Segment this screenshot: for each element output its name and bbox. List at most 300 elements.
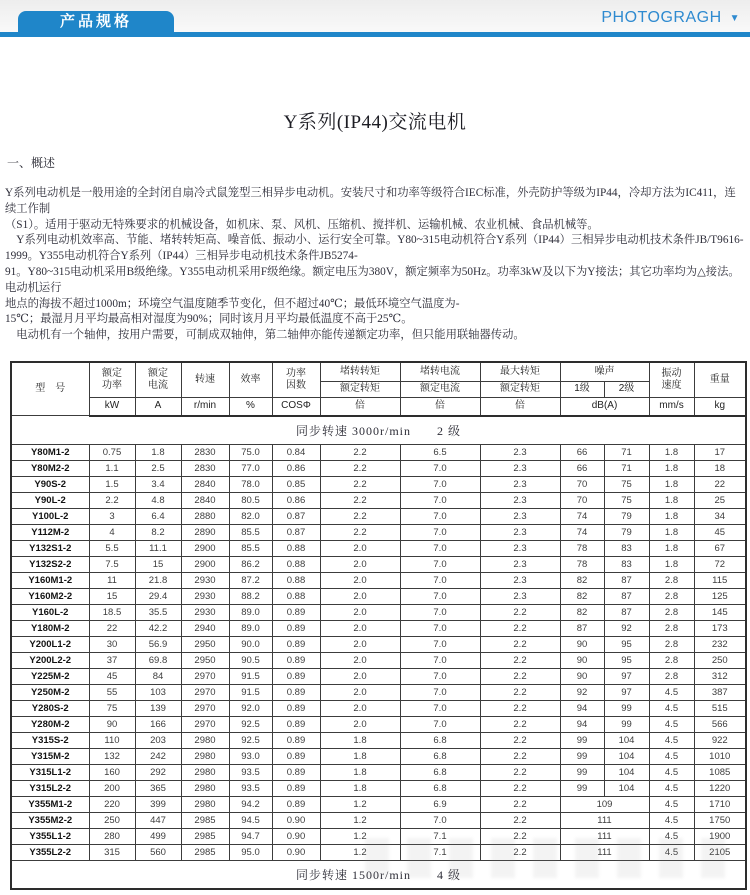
value-cell: 2.2	[480, 844, 560, 860]
unit-weight: kg	[694, 397, 746, 416]
value-cell: 7.0	[400, 572, 480, 588]
model-cell: Y160M2-2	[11, 588, 89, 604]
value-cell: 90	[89, 716, 135, 732]
value-cell: 2.3	[480, 492, 560, 508]
value-cell: 1.8	[649, 492, 694, 508]
value-cell: 91.5	[229, 684, 272, 700]
value-cell: 0.89	[272, 700, 320, 716]
value-cell: 89.0	[229, 620, 272, 636]
value-cell: 2.2	[320, 524, 400, 540]
model-cell: Y80M1-2	[11, 444, 89, 460]
col-header-noise-grade2: 2级	[604, 381, 649, 397]
value-cell: 2890	[181, 524, 229, 540]
col-header-rated-current: 额定 电流	[135, 362, 181, 397]
unit-vibration: mm/s	[649, 397, 694, 416]
value-cell: 2950	[181, 636, 229, 652]
col-header-rated-current-denom: 额定电流	[400, 381, 480, 397]
value-cell: 7.0	[400, 508, 480, 524]
table-row	[11, 732, 746, 748]
photograph-dropdown-label: PHOTOGRAGH	[601, 9, 722, 26]
col-header-rated-power: 额定 功率	[89, 362, 135, 397]
value-cell: 97	[604, 684, 649, 700]
value-cell: 6.9	[400, 796, 480, 812]
value-cell: 2.3	[480, 556, 560, 572]
value-cell: 66	[560, 460, 604, 476]
table-row	[11, 556, 746, 572]
table-row	[11, 780, 746, 796]
value-cell: 1.5	[89, 476, 135, 492]
value-cell: 1.8	[649, 524, 694, 540]
value-cell: 2.2	[89, 492, 135, 508]
value-cell: 2.8	[649, 620, 694, 636]
table-row	[11, 700, 746, 716]
unit-noise: dB(A)	[560, 397, 649, 416]
value-cell: 4	[89, 524, 135, 540]
value-cell: 0.86	[272, 460, 320, 476]
value-cell: 94.5	[229, 812, 272, 828]
value-cell: 2.2	[480, 732, 560, 748]
value-cell: 2.8	[649, 572, 694, 588]
value-cell: 2.2	[480, 716, 560, 732]
paragraph-line: 地点的海拔不超过1000m；环境空气温度随季节变化，但不超过40℃；最低环境空气温度为-	[5, 297, 460, 310]
value-cell: 6.5	[400, 444, 480, 460]
col-header-weight: 重量	[694, 362, 746, 397]
value-cell: 2.2	[480, 780, 560, 796]
value-cell: 2.3	[480, 476, 560, 492]
value-cell: 0.90	[272, 828, 320, 844]
value-cell: 87	[560, 620, 604, 636]
value-cell: 93.5	[229, 764, 272, 780]
value-cell: 77.0	[229, 460, 272, 476]
table-row	[11, 588, 746, 604]
value-cell: 91.5	[229, 668, 272, 684]
unit-power-factor: COSΦ	[272, 397, 320, 416]
value-cell: 8.2	[135, 524, 181, 540]
value-cell: 25	[694, 492, 746, 508]
model-cell: Y160M1-2	[11, 572, 89, 588]
photograph-dropdown[interactable]	[601, 9, 740, 27]
header-divider	[0, 32, 750, 37]
value-cell: 2.2	[320, 444, 400, 460]
col-header-locked-rotor-current: 堵转电流	[400, 362, 480, 381]
model-cell: Y180M-2	[11, 620, 89, 636]
value-cell: 93.5	[229, 780, 272, 796]
model-cell: Y132S2-2	[11, 556, 89, 572]
value-cell: 90.0	[229, 636, 272, 652]
value-cell: 1085	[694, 764, 746, 780]
value-cell: 2970	[181, 668, 229, 684]
value-cell: 104	[604, 748, 649, 764]
value-cell: 90.5	[229, 652, 272, 668]
model-cell: Y315M-2	[11, 748, 89, 764]
value-cell: 82	[560, 572, 604, 588]
value-cell: 2.8	[649, 604, 694, 620]
value-cell: 4.5	[649, 764, 694, 780]
spec-table-body	[11, 416, 746, 889]
value-cell: 2985	[181, 844, 229, 860]
value-cell: 2985	[181, 812, 229, 828]
value-cell: 2.0	[320, 652, 400, 668]
paragraph-line: 91。Y80~315电动机采用B级绝缘。Y355电动机采用F级绝缘。额定电压为380V，额定频率为50Hz。功率3kW及以下为Y接法；其它功率均为△接法。电动机运行	[5, 265, 740, 294]
value-cell: 2.3	[480, 572, 560, 588]
table-row	[11, 684, 746, 700]
table-row	[11, 636, 746, 652]
value-cell: 99	[560, 748, 604, 764]
value-cell: 7.5	[89, 556, 135, 572]
model-cell: Y280M-2	[11, 716, 89, 732]
model-cell: Y90L-2	[11, 492, 89, 508]
value-cell: 280	[89, 828, 135, 844]
value-cell: 922	[694, 732, 746, 748]
value-cell: 1.8	[320, 732, 400, 748]
value-cell: 0.89	[272, 732, 320, 748]
value-cell: 3	[89, 508, 135, 524]
value-cell: 45	[89, 668, 135, 684]
value-cell: 2.3	[480, 460, 560, 476]
value-cell: 1.1	[89, 460, 135, 476]
value-cell: 4.5	[649, 844, 694, 860]
value-cell: 92.0	[229, 700, 272, 716]
value-cell: 1710	[694, 796, 746, 812]
value-cell: 0.87	[272, 524, 320, 540]
value-cell: 4.5	[649, 796, 694, 812]
value-cell: 145	[694, 604, 746, 620]
value-cell: 85.5	[229, 540, 272, 556]
value-cell: 2.8	[649, 588, 694, 604]
value-cell: 2.3	[480, 588, 560, 604]
value-cell: 2.2	[320, 476, 400, 492]
value-cell: 203	[135, 732, 181, 748]
value-cell: 2930	[181, 604, 229, 620]
value-cell: 2830	[181, 444, 229, 460]
value-cell: 94.7	[229, 828, 272, 844]
value-cell: 34	[694, 508, 746, 524]
value-cell: 2.2	[480, 700, 560, 716]
model-cell: Y225M-2	[11, 668, 89, 684]
value-cell: 315	[89, 844, 135, 860]
value-cell: 3.4	[135, 476, 181, 492]
value-cell: 2840	[181, 492, 229, 508]
value-cell: 75.0	[229, 444, 272, 460]
paragraph-line: （S1）。适用于驱动无特殊要求的机械设备，如机床、泵、风机、压缩机、搅拌机、运输机械、农业机械、食品机械等。	[5, 218, 599, 231]
value-cell: 2980	[181, 764, 229, 780]
model-cell: Y315L2-2	[11, 780, 89, 796]
value-cell: 70	[560, 492, 604, 508]
value-cell: 111	[560, 828, 649, 844]
value-cell: 7.0	[400, 636, 480, 652]
value-cell: 7.0	[400, 460, 480, 476]
col-header-locked-rotor-torque: 堵转转矩	[320, 362, 400, 381]
value-cell: 2970	[181, 700, 229, 716]
value-cell: 86.2	[229, 556, 272, 572]
value-cell: 1.8	[135, 444, 181, 460]
value-cell: 104	[604, 732, 649, 748]
value-cell: 6.4	[135, 508, 181, 524]
value-cell: 0.89	[272, 620, 320, 636]
value-cell: 2985	[181, 828, 229, 844]
value-cell: 69.8	[135, 652, 181, 668]
value-cell: 2830	[181, 460, 229, 476]
value-cell: 94	[560, 700, 604, 716]
value-cell: 109	[560, 796, 649, 812]
value-cell: 2840	[181, 476, 229, 492]
value-cell: 173	[694, 620, 746, 636]
unit-current: A	[135, 397, 181, 416]
value-cell: 75	[604, 492, 649, 508]
value-cell: 2105	[694, 844, 746, 860]
value-cell: 92.5	[229, 732, 272, 748]
value-cell: 250	[694, 652, 746, 668]
value-cell: 4.5	[649, 716, 694, 732]
value-cell: 0.87	[272, 508, 320, 524]
value-cell: 5.5	[89, 540, 135, 556]
model-cell: Y355M2-2	[11, 812, 89, 828]
value-cell: 312	[694, 668, 746, 684]
value-cell: 1010	[694, 748, 746, 764]
value-cell: 74	[560, 508, 604, 524]
value-cell: 56.9	[135, 636, 181, 652]
value-cell: 90	[560, 636, 604, 652]
value-cell: 1.2	[320, 828, 400, 844]
value-cell: 2.3	[480, 444, 560, 460]
value-cell: 2.2	[480, 668, 560, 684]
value-cell: 79	[604, 524, 649, 540]
model-cell: Y100L-2	[11, 508, 89, 524]
value-cell: 2.2	[480, 684, 560, 700]
table-row	[11, 844, 746, 860]
paragraph-line: 电动机有一个轴伸，按用户需要，可制成双轴伸，第二轴伸亦能传递额定功率，但只能用联轴器传动。	[5, 329, 525, 342]
value-cell: 2.0	[320, 684, 400, 700]
value-cell: 45	[694, 524, 746, 540]
table-row	[11, 652, 746, 668]
value-cell: 4.5	[649, 748, 694, 764]
value-cell: 2.8	[649, 652, 694, 668]
value-cell: 99	[560, 764, 604, 780]
value-cell: 1.2	[320, 844, 400, 860]
table-row	[11, 828, 746, 844]
value-cell: 0.89	[272, 748, 320, 764]
value-cell: 1.2	[320, 812, 400, 828]
value-cell: 95.0	[229, 844, 272, 860]
value-cell: 82	[560, 588, 604, 604]
model-cell: Y90S-2	[11, 476, 89, 492]
value-cell: 166	[135, 716, 181, 732]
value-cell: 87	[604, 572, 649, 588]
value-cell: 83	[604, 556, 649, 572]
value-cell: 4.5	[649, 732, 694, 748]
value-cell: 220	[89, 796, 135, 812]
value-cell: 560	[135, 844, 181, 860]
value-cell: 1900	[694, 828, 746, 844]
paragraph-line: Y系列电动机是一般用途的全封闭自扇冷式鼠笼型三相异步电动机。安装尺寸和功率等级符合IEC标准，外壳防护等级为IP44，冷却方法为IC411，连续工作制	[5, 187, 736, 215]
overview-heading: 一、概述	[7, 156, 56, 170]
value-cell: 447	[135, 812, 181, 828]
unit-lrc-ratio: 倍	[400, 397, 480, 416]
value-cell: 2.8	[649, 636, 694, 652]
value-cell: 0.89	[272, 796, 320, 812]
tab-product-specs-label: 产品规格	[59, 13, 132, 30]
value-cell: 99	[604, 716, 649, 732]
value-cell: 2.0	[320, 604, 400, 620]
value-cell: 78	[560, 556, 604, 572]
col-header-model: 型 号	[11, 362, 89, 416]
value-cell: 2.8	[649, 668, 694, 684]
value-cell: 90	[560, 652, 604, 668]
value-cell: 93.0	[229, 748, 272, 764]
table-row	[11, 748, 746, 764]
col-header-noise-grade1: 1级	[560, 381, 604, 397]
model-cell: Y250M-2	[11, 684, 89, 700]
value-cell: 94	[560, 716, 604, 732]
value-cell: 1.8	[320, 764, 400, 780]
value-cell: 72	[694, 556, 746, 572]
value-cell: 2.2	[320, 460, 400, 476]
value-cell: 232	[694, 636, 746, 652]
table-row	[11, 460, 746, 476]
value-cell: 0.75	[89, 444, 135, 460]
value-cell: 399	[135, 796, 181, 812]
value-cell: 1.8	[649, 444, 694, 460]
value-cell: 7.0	[400, 620, 480, 636]
value-cell: 66	[560, 444, 604, 460]
value-cell: 11	[89, 572, 135, 588]
value-cell: 4.8	[135, 492, 181, 508]
value-cell: 6.8	[400, 732, 480, 748]
overview-paragraphs	[5, 186, 746, 344]
value-cell: 0.89	[272, 780, 320, 796]
value-cell: 21.8	[135, 572, 181, 588]
value-cell: 2.2	[480, 812, 560, 828]
model-cell: Y200L1-2	[11, 636, 89, 652]
value-cell: 22	[89, 620, 135, 636]
value-cell: 88.2	[229, 588, 272, 604]
model-cell: Y80M2-2	[11, 460, 89, 476]
value-cell: 2.2	[320, 508, 400, 524]
value-cell: 22	[694, 476, 746, 492]
value-cell: 82	[560, 604, 604, 620]
tab-product-specs[interactable]	[18, 11, 174, 32]
value-cell: 0.88	[272, 572, 320, 588]
value-cell: 15	[89, 588, 135, 604]
col-header-max-torque: 最大转矩	[480, 362, 560, 381]
value-cell: 0.90	[272, 844, 320, 860]
col-header-rated-torque-denom2: 额定转矩	[480, 381, 560, 397]
table-row	[11, 508, 746, 524]
table-row	[11, 812, 746, 828]
value-cell: 2.0	[320, 636, 400, 652]
value-cell: 2970	[181, 716, 229, 732]
section-row	[11, 416, 746, 445]
value-cell: 4.5	[649, 700, 694, 716]
unit-power: kW	[89, 397, 135, 416]
value-cell: 78	[560, 540, 604, 556]
section-label: 同步转速 1500r/min 4 级	[11, 860, 746, 889]
value-cell: 1.8	[649, 460, 694, 476]
value-cell: 7.1	[400, 844, 480, 860]
value-cell: 2970	[181, 684, 229, 700]
value-cell: 250	[89, 812, 135, 828]
top-header	[0, 0, 750, 37]
unit-lrt-ratio: 倍	[320, 397, 400, 416]
page-title: Y系列(IP44)交流电机	[283, 112, 467, 133]
value-cell: 0.89	[272, 604, 320, 620]
table-row	[11, 492, 746, 508]
value-cell: 15	[135, 556, 181, 572]
value-cell: 6.8	[400, 780, 480, 796]
value-cell: 2980	[181, 780, 229, 796]
value-cell: 200	[89, 780, 135, 796]
model-cell: Y355M1-2	[11, 796, 89, 812]
value-cell: 83	[604, 540, 649, 556]
value-cell: 160	[89, 764, 135, 780]
value-cell: 95	[604, 652, 649, 668]
value-cell: 2950	[181, 652, 229, 668]
spec-table	[10, 361, 747, 890]
value-cell: 90	[560, 668, 604, 684]
model-cell: Y280S-2	[11, 700, 89, 716]
value-cell: 2980	[181, 748, 229, 764]
value-cell: 7.0	[400, 604, 480, 620]
value-cell: 87.2	[229, 572, 272, 588]
value-cell: 71	[604, 460, 649, 476]
table-row	[11, 620, 746, 636]
paragraph-line: 15℃；最湿月月平均最高相对湿度为90%；同时该月月平均最低温度不高于25℃。	[5, 313, 413, 326]
model-cell: Y112M-2	[11, 524, 89, 540]
value-cell: 111	[560, 812, 649, 828]
chevron-down-icon: ▼	[729, 13, 740, 24]
value-cell: 4.5	[649, 684, 694, 700]
value-cell: 74	[560, 524, 604, 540]
section-label: 同步转速 3000r/min 2 级	[11, 416, 746, 445]
value-cell: 18	[694, 460, 746, 476]
value-cell: 1.8	[649, 556, 694, 572]
value-cell: 87	[604, 604, 649, 620]
table-row	[11, 572, 746, 588]
value-cell: 110	[89, 732, 135, 748]
value-cell: 7.0	[400, 540, 480, 556]
value-cell: 55	[89, 684, 135, 700]
section-row	[11, 860, 746, 889]
model-cell: Y315S-2	[11, 732, 89, 748]
value-cell: 2980	[181, 732, 229, 748]
model-cell: Y355L2-2	[11, 844, 89, 860]
value-cell: 104	[604, 780, 649, 796]
value-cell: 2900	[181, 556, 229, 572]
value-cell: 566	[694, 716, 746, 732]
value-cell: 103	[135, 684, 181, 700]
value-cell: 499	[135, 828, 181, 844]
value-cell: 79	[604, 508, 649, 524]
value-cell: 35.5	[135, 604, 181, 620]
value-cell: 2.2	[480, 796, 560, 812]
model-cell: Y160L-2	[11, 604, 89, 620]
value-cell: 89.0	[229, 604, 272, 620]
value-cell: 92	[604, 620, 649, 636]
value-cell: 78.0	[229, 476, 272, 492]
value-cell: 7.0	[400, 492, 480, 508]
value-cell: 0.88	[272, 540, 320, 556]
value-cell: 0.89	[272, 636, 320, 652]
value-cell: 1.8	[649, 508, 694, 524]
value-cell: 7.0	[400, 556, 480, 572]
unit-mt-ratio: 倍	[480, 397, 560, 416]
model-cell: Y355L1-2	[11, 828, 89, 844]
value-cell: 29.4	[135, 588, 181, 604]
value-cell: 2.2	[480, 604, 560, 620]
value-cell: 2.2	[480, 652, 560, 668]
table-row	[11, 668, 746, 684]
value-cell: 6.8	[400, 764, 480, 780]
